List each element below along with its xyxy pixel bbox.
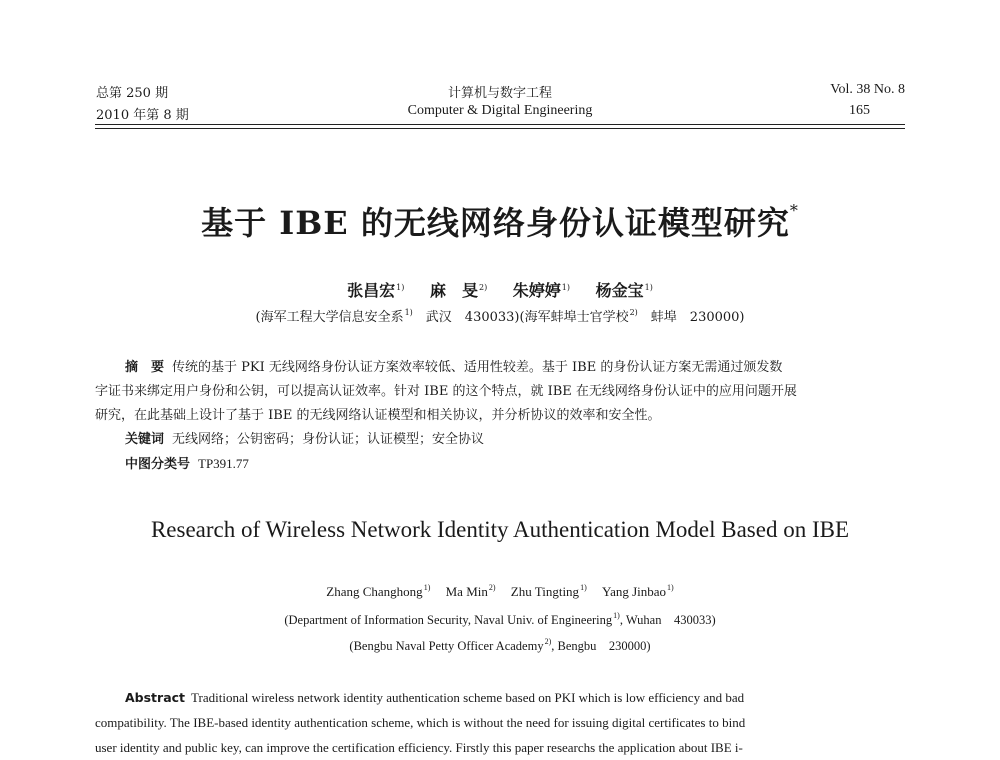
- author-list-en: [0, 583, 1000, 600]
- classification-cn-label: 中图分类号: [125, 457, 191, 472]
- header-rule-bottom: [95, 128, 905, 129]
- header-issue-year: 2010 年第 8 期: [96, 108, 189, 123]
- abstract-cn-label: 摘 要: [125, 360, 165, 375]
- paper-title-cn-text: 基于 IBE 的无线网络身份认证模型研究: [201, 204, 790, 242]
- affiliation-cn: (海军工程大学信息安全系$^{1)}$ 武汉 430033)(海军蚌埠士官学校$^{2)}$ 蚌埠 230000): [255, 308, 745, 325]
- title-footnote-mark: *: [789, 201, 799, 220]
- header-volume: Vol. 38 No. 8: [830, 82, 905, 97]
- header-page-number: 165: [849, 103, 870, 118]
- classification-cn: 中图分类号 TP391.77: [125, 456, 249, 472]
- author-cn: 杨金宝$^{1)}$: [595, 281, 653, 300]
- abstract-cn-line: 字证书来绑定用户身份和公钥，可以提高认证效率。针对 IBE 的这个特点，就 IBE 在无线网络身份认证中的应用问题开展: [95, 384, 797, 399]
- author-cn: 麻 旻$^{2)}$: [429, 281, 488, 300]
- paper-title-cn: [0, 198, 1000, 244]
- abstract-en-label: Abstract: [125, 690, 186, 705]
- header-journal-en: Computer & Digital Engineering: [407, 103, 593, 118]
- header-journal-cn: 计算机与数字工程: [447, 86, 552, 101]
- abstract-cn: [95, 356, 905, 477]
- abstract-en: [95, 685, 905, 760]
- keywords-cn: 关键词 无线网络；公钥密码；身份认证；认证模型；安全协议: [125, 432, 485, 447]
- abstract-cn-line: 研究，在此基础上设计了基于 IBE 的无线网络认证模型和相关协议，并分析协议的效率和安全性。: [95, 408, 661, 423]
- author-en: Ma Min$^{2)}$: [445, 583, 496, 599]
- author-en: Zhu Tingting$^{1)}$: [510, 583, 587, 599]
- abstract-en-line: Abstract Traditional wireless network identity authentication scheme based on PKI which is low efficiency and bad: [125, 690, 745, 705]
- abstract-en-line: compatibility. The IBE-based identity authentication scheme, which is without the need for issuing digital certificates to bind: [95, 715, 746, 730]
- author-cn: 朱婷婷$^{1)}$: [512, 281, 571, 300]
- affiliation-en-1: (Department of Information Security, Naval Univ. of Engineering$^{1)}$, Wuhan 430033): [284, 611, 716, 627]
- abstract-en-line: user identity and public key, can improve the certification efficiency. Firstly this paper researchs the application about IBE i-: [95, 740, 743, 755]
- abstract-cn-line: 摘 要 传统的基于 PKI 无线网络身份认证方案效率较低、适用性较差。基于 IBE 的身份认证方案无需通过颁发数: [125, 360, 783, 375]
- affiliation-en-2: (Bengbu Naval Petty Officer Academy$^{2)}$, Bengbu 230000): [349, 637, 651, 653]
- author-en: Zhang Changhong$^{1)}$: [326, 583, 431, 599]
- author-en: Yang Jinbao$^{1)}$: [601, 583, 674, 599]
- paper-title-en: Research of Wireless Network Identity Authentication Model Based on IBE: [150, 517, 850, 542]
- author-cn: 张昌宏$^{1)}$: [347, 281, 405, 300]
- header-rule-top: [95, 124, 905, 125]
- header-issue-total: 总第 250 期: [96, 86, 169, 101]
- author-list-cn: [0, 278, 1000, 301]
- keywords-cn-label: 关键词: [125, 432, 165, 447]
